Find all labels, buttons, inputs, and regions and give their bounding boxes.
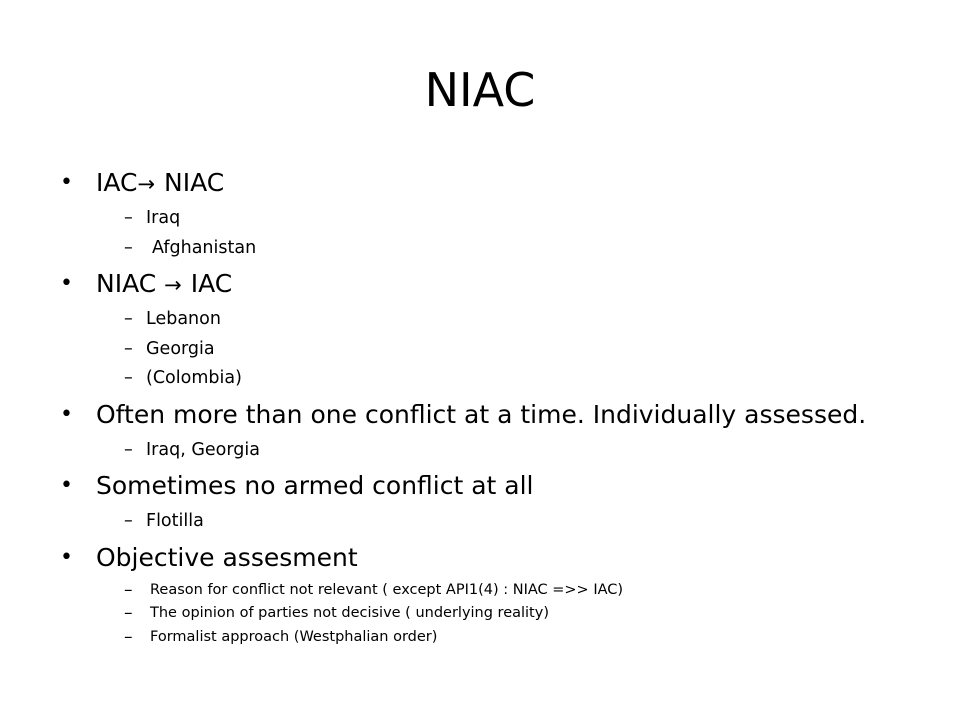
bullet-item-multiple-conflicts (56, 394, 936, 436)
bullet-item-objective-assessment (56, 537, 936, 579)
sub-item-label: Iraq, Georgia (146, 439, 260, 460)
dash-icon: – (124, 368, 133, 388)
bullet-icon: • (60, 544, 73, 570)
sub-item (56, 507, 936, 537)
sub-item-label: Georgia (146, 338, 215, 359)
bullet-text-start: IAC (96, 168, 138, 197)
arrow-right-icon: → (164, 273, 182, 297)
sub-item-label: Iraq (146, 208, 181, 228)
arrow-right-icon: → (137, 172, 156, 196)
sub-item (56, 626, 936, 650)
sub-item (56, 234, 936, 264)
bullet-item-niac-to-iac (56, 263, 936, 305)
bullet-icon: • (60, 401, 73, 427)
dash-icon: – (124, 511, 133, 531)
sub-item-label: Formalist approach (Westphalian order) (150, 628, 438, 645)
dash-icon: – (124, 579, 133, 600)
bullet-text: Often more than one conflict at a time. Individually assessed. (96, 399, 867, 429)
bullet-text: Sometimes no armed conflict at all (96, 471, 534, 500)
sub-item (56, 204, 936, 234)
sub-item-label: Reason for conflict not relevant ( except API1(4) : NIAC =>> IAC) (150, 581, 624, 598)
dash-icon: – (124, 603, 133, 623)
bullet-text-start: NIAC (96, 269, 165, 298)
bullet-icon: • (60, 170, 73, 195)
sub-item-label: Afghanistan (152, 237, 257, 258)
slide-title: NIAC (424, 63, 536, 117)
bullet-item-iac-to-niac (56, 162, 936, 204)
bullet-item-no-armed-conflict (56, 465, 936, 507)
sub-item-label: Lebanon (146, 309, 221, 329)
bullet-icon: • (60, 271, 73, 296)
dash-icon: – (124, 338, 133, 359)
bullet-icon: • (60, 473, 73, 498)
sub-item (56, 579, 936, 603)
slide-body (56, 162, 936, 649)
sub-item-label: The opinion of parties not decisive ( underlying reality) (150, 605, 549, 621)
dash-icon: – (124, 237, 133, 258)
sub-item (56, 602, 936, 626)
bullet-text: Objective assesment (96, 542, 358, 572)
dash-icon: – (124, 439, 133, 460)
sub-item-label: (Colombia) (146, 368, 242, 388)
bullet-text-end: NIAC (156, 168, 225, 197)
sub-item-label: Flotilla (146, 511, 204, 531)
dash-icon: – (124, 309, 133, 329)
dash-icon: – (124, 208, 133, 228)
sub-item (56, 436, 936, 466)
dash-icon: – (124, 626, 133, 647)
sub-item (56, 364, 936, 394)
sub-item (56, 305, 936, 335)
bullet-text-end: IAC (182, 269, 233, 298)
sub-item (56, 335, 936, 365)
